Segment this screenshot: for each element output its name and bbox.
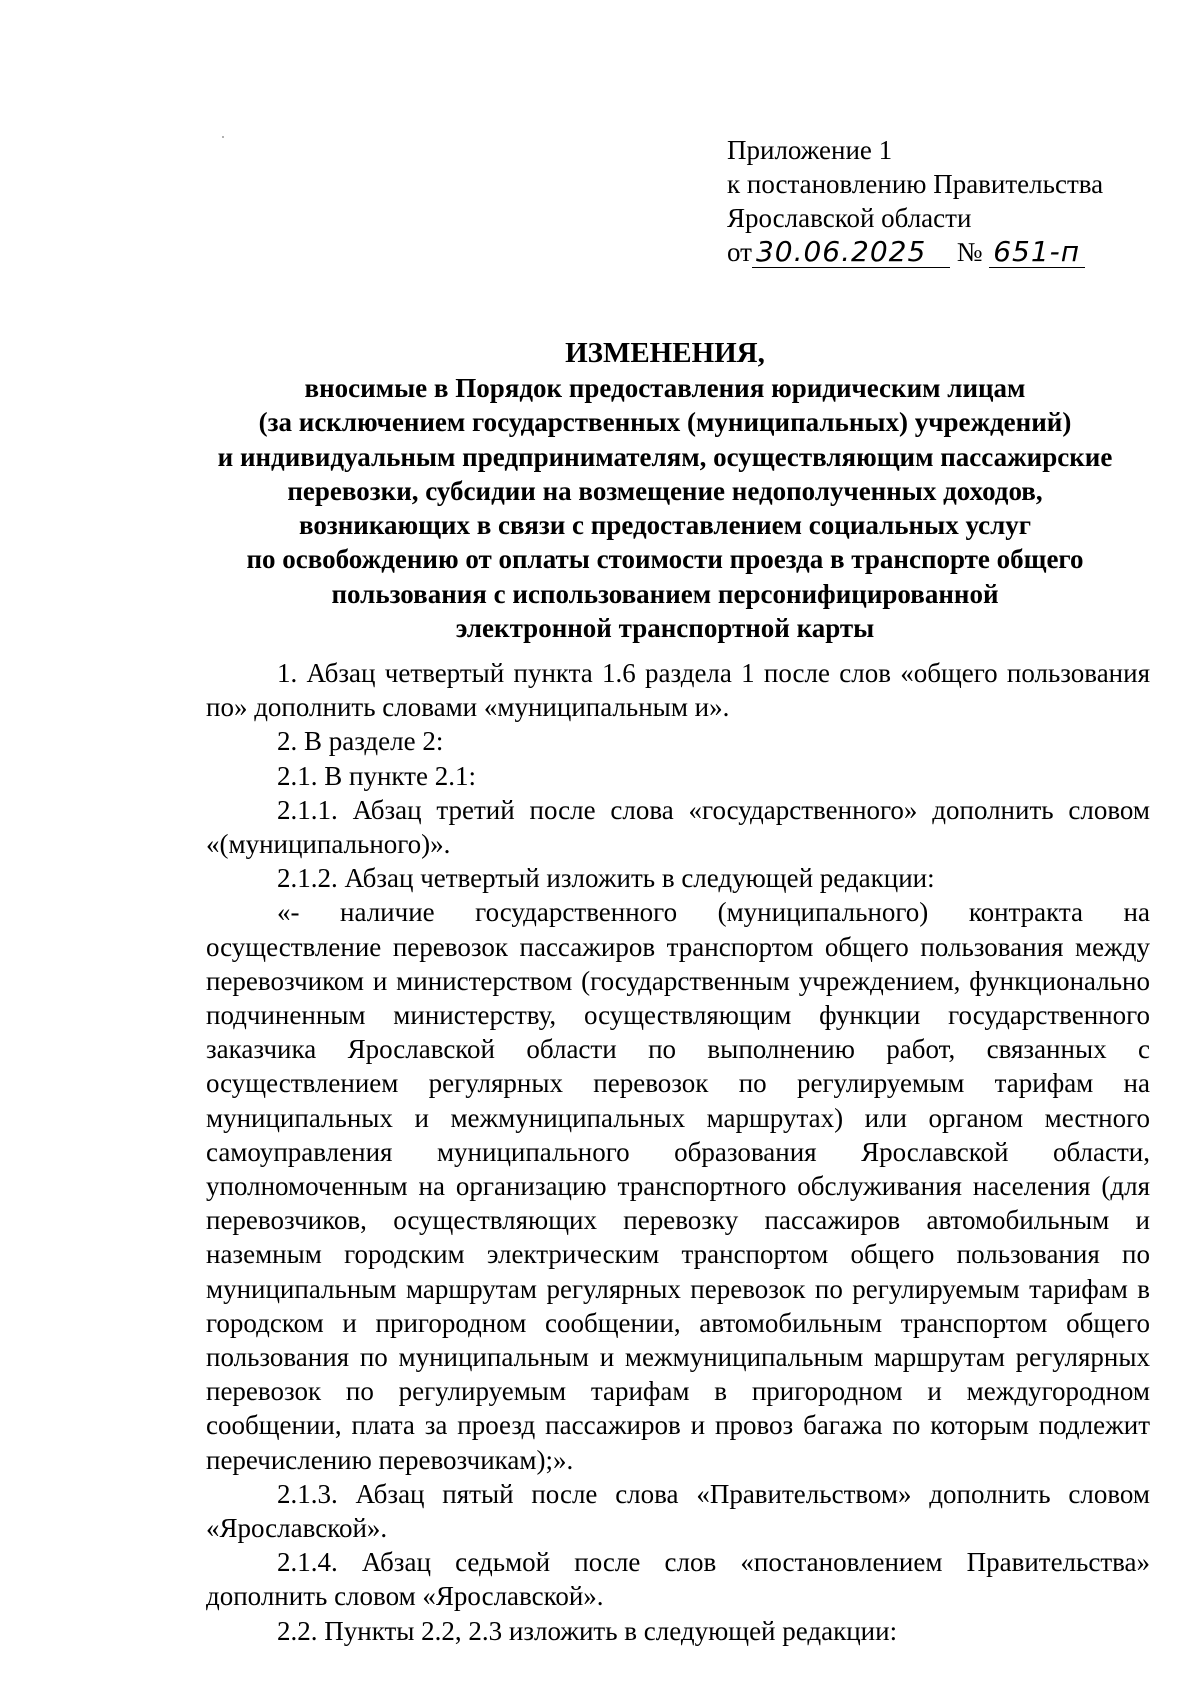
appendix-date-number-line — [727, 235, 1167, 269]
document-body — [206, 656, 1150, 1648]
title-line: вносимые в Порядок предоставления юридическим лицам — [304, 373, 1026, 403]
paragraph: 1. Абзац четвертый пункта 1.6 раздела 1 после слов «общего пользования по» дополнить словами «муниципальным и». — [206, 658, 1150, 723]
paragraph: 2.1.3. Абзац пятый после слова «Правительством» дополнить словом «Ярославской». — [206, 1478, 1150, 1544]
from-label: от — [727, 237, 752, 267]
handwritten-date: 30.06.2025 — [752, 237, 950, 268]
title-line: возникающих в связи с предоставлением социальных услуг — [298, 510, 1032, 541]
paragraph: «- наличие государственного (муниципального) контракта на осуществление перевозок пассажиров транспортом общего пользования между перевозчиком и министерством (государственным учреждением, функционально подчиненным министерству, осуществляющим функции государственного заказчика Ярославской области по выполнению работ, связанных с осуществлением регулярных перевозок по регулируемым тарифам на муниципальных и межмуниципальных маршрутах) или органом местного самоуправления муниципального образования Ярославской области, уполномоченным на организацию транспортного обслуживания населения (для перевозчиков, осуществляющих перевозку пассажиров автомобильным и наземным городским электрическим транспортом общего пользования по муниципальным маршрутам регулярных перевозок по регулируемым тарифам в городском и пригородном сообщении, автомобильным транспортом общего пользования по муниципальным и межмуниципальным маршрутам регулярных перевозок по регулируемым тарифам в пригородном и междугородном сообщении, плата за проезд пассажиров и провоз багажа по которым подлежит перечислению перевозчикам);». — [206, 897, 1150, 1475]
title-line: по освобождению от оплаты стоимости проезда в транспорте общего — [246, 544, 1084, 575]
number-label: № — [956, 237, 983, 267]
appendix-line-2: к постановлению Правительства — [727, 169, 1104, 199]
paragraph: 2.2. Пункты 2.2, 2.3 изложить в следующей редакции: — [277, 1615, 898, 1646]
title-main: ИЗМЕНЕНИЯ, — [565, 337, 765, 369]
appendix-line-3: Ярославской области — [727, 203, 972, 233]
title-line: электронной транспортной карты — [455, 613, 875, 644]
title-line: (за исключением государственных (муниципальных) учреждений) — [258, 407, 1072, 438]
title-line: и индивидуальным предпринимателям, осуществляющим пассажирские — [217, 441, 1113, 472]
paragraph: 2.1. В пункте 2.1: — [277, 760, 476, 791]
handwritten-number: 651-п — [989, 237, 1085, 268]
paragraph: 2.1.2. Абзац четвертый изложить в следующей редакции: — [277, 863, 935, 894]
title-line: пользования с использованием персонифицированной — [331, 578, 999, 609]
title-line: перевозки, субсидии на возмещение недополученных доходов, — [287, 475, 1043, 506]
paragraph: 2. В разделе 2: — [277, 726, 444, 757]
scan-speck — [222, 136, 224, 138]
paragraph: 2.1.4. Абзац седьмой после слов «постановлением Правительства» дополнить словом «Ярославской». — [206, 1547, 1150, 1612]
document-title — [180, 336, 1150, 645]
appendix-header — [727, 133, 1167, 269]
appendix-line-1: Приложение 1 — [727, 135, 893, 165]
paragraph: 2.1.1. Абзац третий после слова «государственного» дополнить словом «(муниципального)». — [206, 794, 1150, 860]
